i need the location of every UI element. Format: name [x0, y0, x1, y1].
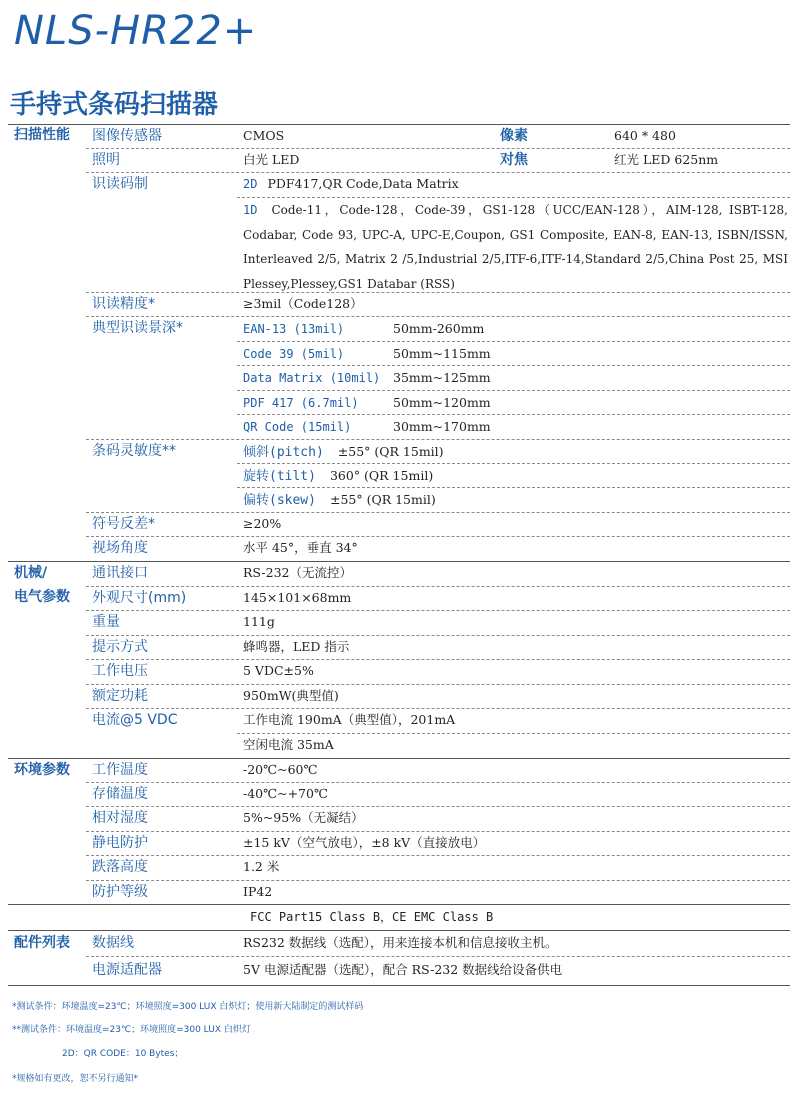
row-divider — [86, 512, 790, 513]
footnote-1: *测试条件：环境温度=23℃；环境照度=300 LUX 白炽灯；使用新大陆制定的测试样码 — [12, 1002, 364, 1012]
label-precision: 识读精度* — [92, 296, 155, 312]
footnote-4: *规格如有更改，恕不另行通知* — [12, 1074, 139, 1084]
dof-row — [243, 316, 484, 341]
value-operating-temp: -20℃~60℃ — [243, 762, 318, 777]
value-humidity: 5%~95%（无凝结） — [243, 810, 364, 825]
dof-code: EAN-13 (13mil) — [243, 322, 345, 336]
label-cable: 数据线 — [92, 935, 134, 951]
row-divider — [86, 684, 790, 685]
dof-range: 50mm~120mm — [393, 395, 491, 410]
value-precision: ≥3mil（Code128） — [243, 296, 363, 311]
footnote-3: 2D：QR CODE：10 Bytes； — [62, 1049, 184, 1059]
row-divider — [86, 635, 790, 636]
dof-row — [243, 365, 491, 390]
product-model: NLS-HR22+ — [14, 8, 258, 54]
dof-range: 35mm~125mm — [393, 370, 491, 385]
label-image-sensor: 图像传感器 — [92, 128, 162, 144]
dof-row — [243, 390, 491, 415]
row-divider — [86, 659, 790, 660]
row-divider — [86, 956, 790, 957]
label-sensitivity: 条码灵敏度** — [92, 443, 176, 459]
row-divider — [86, 586, 790, 587]
label-ip-rating: 防护等级 — [92, 884, 148, 900]
dof-range: 50mm~115mm — [393, 346, 491, 361]
value-aiming: 红光 LED 625nm — [614, 152, 719, 167]
dof-code: QR Code (15mil) — [243, 420, 352, 434]
label-interface: 通讯接口 — [92, 565, 148, 581]
label-pixels: 像素 — [500, 128, 528, 144]
row-divider — [86, 806, 790, 807]
value-illumination: 白光 LED — [243, 152, 300, 167]
label-illumination: 照明 — [92, 152, 120, 168]
section-rule — [8, 985, 790, 986]
value-interface: RS-232（无流控） — [243, 565, 353, 580]
label-indicator: 提示方式 — [92, 639, 148, 655]
value-cable: RS232 数据线（选配），用来连接本机和信息接收主机。 — [243, 935, 558, 950]
category-scan: 扫描性能 — [14, 127, 70, 143]
value-ip-rating: IP42 — [243, 884, 273, 899]
dof-row — [243, 414, 491, 439]
row-divider — [86, 610, 790, 611]
row-divider — [86, 782, 790, 783]
dof-row — [243, 341, 491, 366]
row-divider — [86, 855, 790, 856]
label-depth-of-field: 典型识读景深* — [92, 320, 183, 336]
value-current-working: 工作电流 190mA（典型值），201mA — [243, 712, 456, 727]
value-current-idle: 空闲电流 35mA — [243, 737, 334, 752]
sensitivity-value: ±55° (QR 15mil) — [329, 492, 436, 507]
label-symbologies: 识读码制 — [92, 176, 148, 192]
value-indicator: 蜂鸣器，LED 指示 — [243, 639, 350, 654]
certifications: FCC Part15 Class B，CE EMC Class B — [250, 910, 494, 924]
value-1d: Code-11，Code-128，Code-39，GS1-128（UCC/EAN-128），AIM-128, ISBT-128, Codabar, Code 93, UPC-A, UPC-E,Coupon, GS1 Composite, EAN-8, EAN-13, ISBN/ISSN, Interleaved 2/5, Matrix 2 /5,Industrial 2/5,ITF-6,ITF-14,Standard 2/5,China Post 25, MSI Plessey,Plessey,GS1 Databar (RSS) — [243, 203, 788, 291]
label-contrast: 符号反差* — [92, 516, 155, 532]
label-esd: 静电防护 — [92, 835, 148, 851]
footnote-2: **测试条件：环境温度=23℃；环境照度=300 LUX 白炽灯 — [12, 1025, 251, 1035]
value-weight: 111g — [243, 614, 275, 629]
label-storage-temp: 存储温度 — [92, 786, 148, 802]
category-mech-line2: 电气参数 — [14, 589, 70, 605]
dof-range: 50mm-260mm — [393, 321, 485, 336]
sensitivity-value: ±55° (QR 15mil) — [337, 444, 444, 459]
value-esd: ±15 kV（空气放电），±8 kV（直接放电） — [243, 835, 486, 850]
symbologies-2d — [243, 172, 459, 196]
label-dimensions: 外观尺寸(mm) — [92, 590, 187, 606]
tag-2d: 2D — [243, 177, 258, 191]
value-dimensions: 145×101×68mm — [243, 590, 352, 605]
sensitivity-row — [243, 487, 436, 513]
tag-1d: 1D — [243, 203, 258, 217]
value-2d: PDF417,QR Code,Data Matrix — [267, 176, 459, 191]
dof-code: Data Matrix (10mil) — [243, 371, 381, 385]
sensitivity-row — [243, 463, 433, 489]
sensitivity-key: 偏转(skew) — [243, 493, 316, 508]
label-weight: 重量 — [92, 614, 120, 630]
row-divider — [86, 536, 790, 537]
dof-code: PDF 417 (6.7mil) — [243, 396, 359, 410]
sensitivity-key: 旋转(tilt) — [243, 469, 316, 484]
sensitivity-row — [243, 439, 444, 465]
category-accessories: 配件列表 — [14, 935, 70, 951]
label-drop: 跌落高度 — [92, 859, 148, 875]
label-current: 电流@5 VDC — [92, 712, 178, 728]
sensitivity-value: 360° (QR 15mil) — [329, 468, 434, 483]
label-operating-temp: 工作温度 — [92, 762, 148, 778]
dof-range: 30mm~170mm — [393, 419, 491, 434]
value-contrast: ≥20% — [243, 516, 282, 531]
label-voltage: 工作电压 — [92, 663, 148, 679]
label-field-of-view: 视场角度 — [92, 540, 148, 556]
value-drop: 1.2 米 — [243, 859, 280, 874]
dof-code: Code 39 (5mil) — [243, 347, 345, 361]
label-humidity: 相对湿度 — [92, 810, 148, 826]
label-power-adapter: 电源适配器 — [92, 962, 162, 978]
value-pixels: 640 * 480 — [614, 128, 676, 143]
label-aiming: 对焦 — [500, 152, 528, 168]
value-power: 950mW(典型值) — [243, 688, 339, 703]
page-title: 手持式条码扫描器 — [10, 90, 219, 120]
sensitivity-key: 倾斜(pitch) — [243, 445, 324, 460]
value-field-of-view: 水平 45°，垂直 34° — [243, 540, 358, 555]
category-env: 环境参数 — [14, 762, 70, 778]
label-power: 额定功耗 — [92, 688, 148, 704]
value-power-adapter: 5V 电源适配器（选配），配合 RS-232 数据线给设备供电 — [243, 962, 563, 977]
value-voltage: 5 VDC±5% — [243, 663, 314, 678]
symbologies-1d — [243, 198, 788, 296]
row-divider — [86, 880, 790, 881]
value-image-sensor: CMOS — [243, 128, 285, 143]
value-storage-temp: -40℃~+70℃ — [243, 786, 328, 801]
category-mech-line1: 机械/ — [14, 565, 48, 581]
